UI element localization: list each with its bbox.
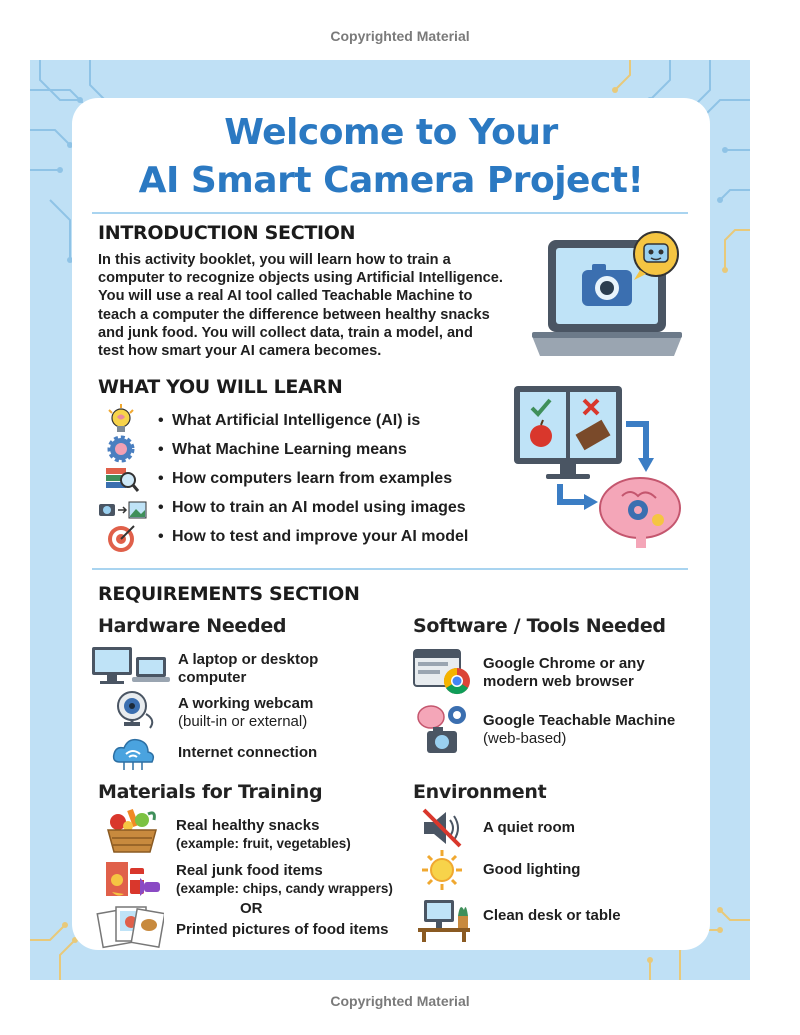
laptop-camera-robot-icon [530,228,690,366]
hardware-item-label: A working webcam [178,695,314,712]
intro-line: computer to recognize objects using Artificial Intelligence. [98,270,503,287]
intro-line: test how smart your AI camera becomes. [98,343,382,360]
learn-item: • How to test and improve your AI model [158,528,469,545]
computers-icon [90,645,170,687]
copyright-top: Copyrighted Material [330,28,470,44]
environment-item-label: Good lighting [483,861,581,878]
printed-photos-icon [94,903,164,949]
browser-chrome-icon [412,648,474,696]
intro-line: In this activity booklet, you will learn how to train a [98,252,451,268]
requirements-heading: REQUIREMENTS SECTION [98,583,360,605]
hardware-item [178,695,313,731]
desk-computer-icon [418,896,470,942]
materials-item [176,862,393,898]
hardware-item-note: (built-in or external) [178,713,308,730]
environment-item-label: Clean desk or table [483,907,621,924]
copyright-bottom: Copyrighted Material [330,993,470,1009]
learn-item-label: How to train an AI model using images [172,499,466,516]
junk-food-icon [104,856,160,900]
fruit-basket-icon [104,806,160,854]
software-item-label: Google Teachable Machine [483,712,676,729]
environment-item [483,819,575,837]
materials-item-note: (example: chips, candy wrappers) [176,881,393,896]
hardware-item-label: computer [178,669,247,686]
materials-item-label: Printed pictures of food items [176,921,389,938]
software-item-label: Google Chrome or any [483,655,645,672]
software-item [483,655,645,691]
environment-item [483,907,621,925]
environment-item-label: A quiet room [483,819,575,836]
materials-item [176,921,389,939]
environment-heading: Environment [413,781,547,803]
camera-to-image-icon [98,498,148,522]
environment-item [483,861,580,879]
hardware-heading: Hardware Needed [98,615,287,637]
page-title-line1: Welcome to Your [224,112,558,153]
software-item-label: modern web browser [483,673,634,690]
title-divider [92,212,688,214]
hardware-item-label: A laptop or desktop [178,651,319,668]
learn-item: • What Artificial Intelligence (AI) is [158,412,421,429]
materials-item-note: (example: fruit, vegetables) [176,836,351,851]
sun-icon [418,848,466,892]
intro-line: teach a computer the difference between healthy snacks [98,306,490,323]
hardware-item [178,744,317,762]
section-divider [92,568,688,570]
learn-item: • How computers learn from examples [158,470,453,487]
brain-camera-icon [415,703,471,755]
learn-heading: WHAT YOU WILL LEARN [98,376,343,398]
learn-item-label: How computers learn from examples [172,470,453,487]
hardware-item [178,651,318,687]
materials-or-divider: OR [240,900,263,917]
learn-item-label: How to test and improve your AI model [172,528,469,545]
learn-item: • What Machine Learning means [158,441,407,458]
muted-speaker-icon [420,808,466,848]
software-heading: Software / Tools Needed [413,615,666,637]
books-magnifier-icon [104,464,140,494]
materials-item-label: Real healthy snacks [176,817,320,834]
software-item [483,712,675,748]
materials-item [176,817,351,853]
page-title-line2: AI Smart Camera Project! [138,160,644,201]
intro-line: and junk food. You will collect data, train a model, and [98,324,473,341]
lightbulb-brain-icon [106,404,136,434]
learn-item-label: What Machine Learning means [172,441,407,458]
learn-item: • How to train an AI model using images [158,499,466,516]
gear-brain-icon [107,435,135,463]
introduction-text [98,251,538,360]
learn-item-label: What Artificial Intelligence (AI) is [172,412,421,429]
target-icon [106,523,136,553]
intro-line: You will use a real AI tool called Teachable Machine to [98,288,473,305]
hardware-item-label: Internet connection [178,744,318,761]
software-item-note: (web-based) [483,730,567,747]
materials-heading: Materials for Training [98,781,323,803]
cloud-wifi-icon [110,732,156,772]
materials-item-label: Real junk food items [176,862,323,879]
monitor-classify-brain-icon [510,384,690,554]
webcam-icon [110,690,160,730]
introduction-heading: INTRODUCTION SECTION [98,222,356,244]
